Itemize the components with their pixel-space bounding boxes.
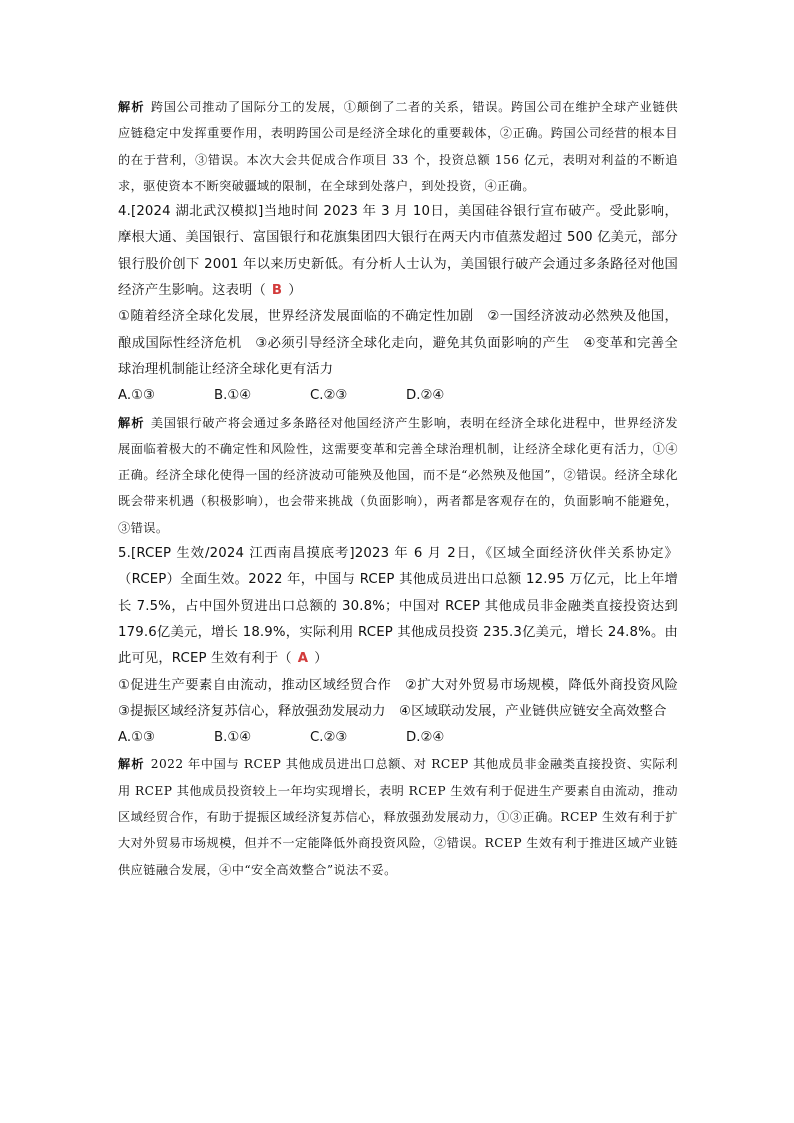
choice-a: A.①③: [118, 388, 155, 404]
choice-c: C.②③: [310, 730, 348, 746]
choice-d: D.②④: [406, 730, 445, 746]
analysis-text: 2022 年中国与 RCEP 其他成员进出口总额、对 RCEP 其他成员非金融类直接投资、实际利用 RCEP 其他成员投资较上一年均实现增长，表明 RCEP 生效有利于促进生产要素自由流动，推动区域经贸合作，有助于提振区域经济复苏信心，释放强劲发展动力，①③正确。RCEP 生效有利于扩大对外贸易市场规模，但并不一定能降低外商投资风险，②错误。RCEP 生效有利于推进区域产业链供应链融合发展，④中“安全高效整合”说法不妥。: [118, 757, 678, 877]
choice-b: B.①④: [214, 388, 252, 404]
choice-c: C.②③: [310, 388, 348, 404]
question-5-stem: [118, 541, 678, 672]
question-4-choices: [118, 383, 678, 409]
question-4-stem: [118, 199, 678, 304]
analysis-text: 跨国公司推动了国际分工的发展，①颠倒了二者的关系，错误。跨国公司在维护全球产业链供应链稳定中发挥重要作用，表明跨国公司是经济全球化的重要载体，②正确。跨国公司经营的根本目的在于营利，③错误。本次大会共促成合作项目 33 个，投资总额 156 亿元，表明对利益的不断追求，驱使资本不断突破疆域的限制，在全球到处落户，到处投资，④正确。: [118, 100, 678, 193]
content-area: [118, 94, 692, 883]
analysis-label: 解析: [118, 415, 145, 430]
analysis-label: 解析: [118, 100, 145, 114]
question-4-statements: ①随着经济全球化发展，世界经济发展面临的不确定性加剧 ②一国经济波动必然殃及他国，酿成国际性经济危机 ③必须引导经济全球化走向，避免其负面影响的产生 ④变革和完善全球治理机制能让经济全球化更有活力: [118, 309, 678, 377]
question-text: 5.[RCEP 生效/2024 江西南昌摸底考]2023 年 6 月 2日，《区域全面经济伙伴关系协定》（RCEP）全面生效。2022 年，中国与 RCEP 其他成员进出口总额 12.95 万亿元，比上年增长 7.5%，占中国外贸进出口总额的 30.8%；中国对 RCEP 其他成员非金融类直接投资达到 179.6亿美元，增长 18.9%，实际利用 RCEP 其他成员投资 235.3亿美元，增长 24.8%。由此可见，RCEP 生效有利于（: [118, 546, 678, 667]
question-5-choices: [118, 725, 678, 751]
choice-a: A.①③: [118, 730, 155, 746]
analysis-q4: [118, 410, 678, 541]
question-text: 4.[2024 湖北武汉模拟]当地时间 2023 年 3 月 10日，美国硅谷银行宣布破产。受此影响，摩根大通、美国银行、富国银行和花旗集团四大银行在两天内市值蒸发超过 500 亿美元，部分银行股价创下 2001 年以来历史新低。有分析人士认为，美国银行破产会通过多条路径对他国经济产生影响。这表明（: [118, 204, 678, 299]
answer-mark: A: [297, 651, 309, 667]
answer-mark: B: [271, 283, 283, 299]
analysis-q3: [118, 94, 678, 199]
analysis-text: 美国银行破产将会通过多条路径对他国经济产生影响，表明在经济全球化进程中，世界经济发展面临着极大的不确定性和风险性，这需要变革和完善全球治理机制，让经济全球化更有活力，①④正确。经济全球化使得一国的经济波动可能殃及他国，而不是“必然殃及他国”，②错误。经济全球化既会带来机遇（积极影响），也会带来挑战（负面影响），两者都是客观存在的，负面影响不能避免，③错误。: [118, 415, 678, 535]
question-5-statements: ①促进生产要素自由流动，推动区域经贸合作 ②扩大对外贸易市场规模，降低外商投资风险 ③提振区域经济复苏信心，释放强劲发展动力 ④区域联动发展，产业链供应链安全高效整合: [118, 677, 692, 719]
question-text-end: ）: [288, 283, 302, 299]
question-text-end: ）: [314, 651, 328, 667]
analysis-label: 解析: [118, 757, 145, 772]
choice-b: B.①④: [214, 730, 252, 746]
choice-d: D.②④: [406, 388, 445, 404]
analysis-q5: [118, 751, 678, 882]
